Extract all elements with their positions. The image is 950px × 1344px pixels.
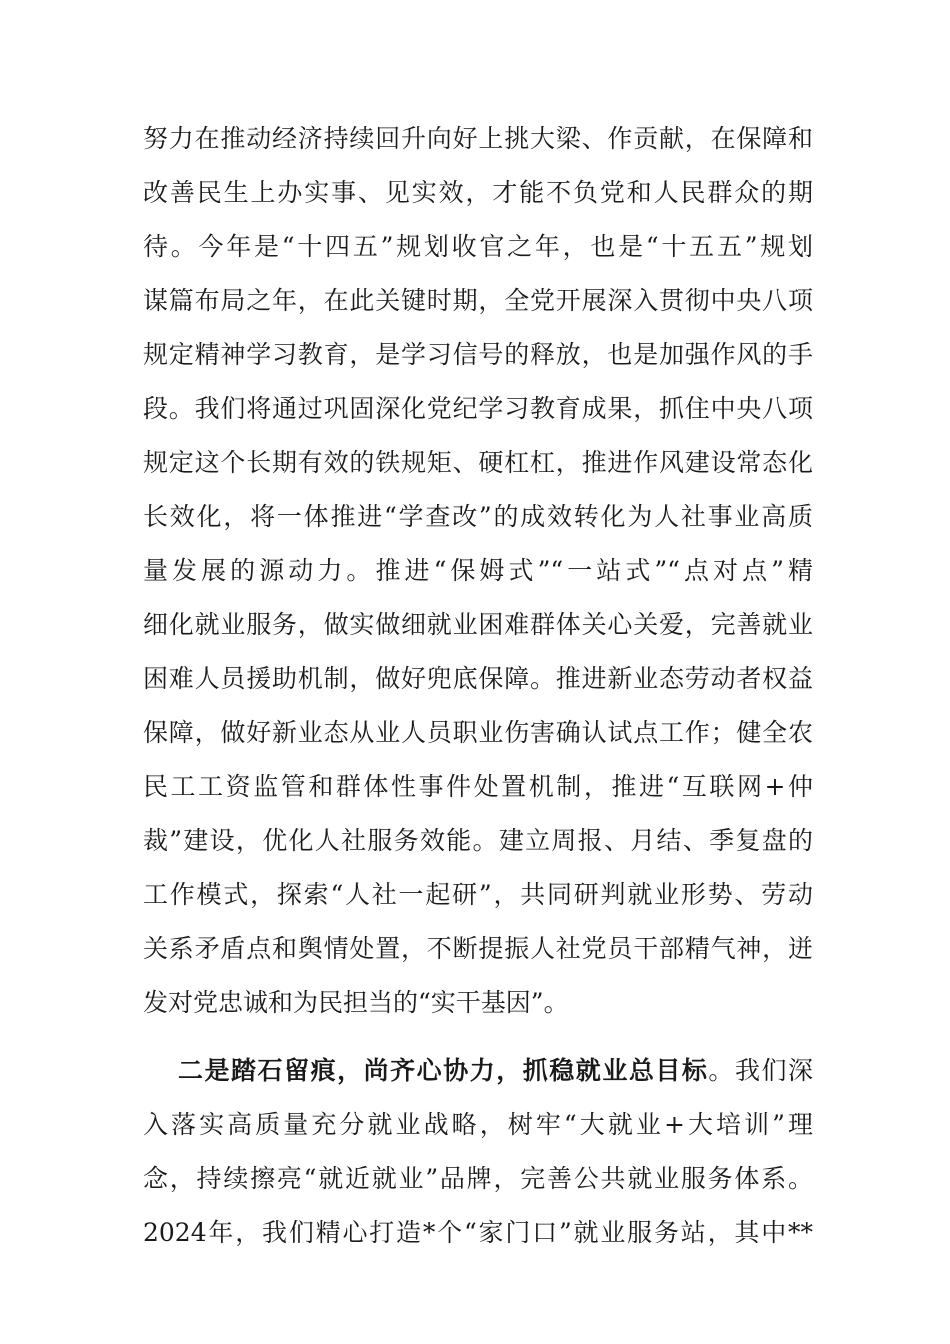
text-line: 入落实高质量充分就业战略，树牢“大就业+大培训”理 (143, 1110, 813, 1139)
text-line: 规定精神学习教育，是学习信号的释放，也是加强作风的手 (143, 340, 813, 369)
text-line: 长效化，将一体推进“学查改”的成效转化为人社事业高质 (143, 502, 813, 531)
text-line: 待。今年是“十四五”规划收官之年，也是“十五五”规划 (143, 232, 813, 261)
text-line: 困难人员援助机制，做好兜底保障。推进新业态劳动者权益 (143, 664, 813, 693)
paragraph-gap (143, 1030, 813, 1044)
text-line: 裁”建设，优化人社服务效能。建立周报、月结、季复盘的 (143, 826, 813, 855)
text-line: 发对党忠诚和为民担当的“实干基因”。 (143, 988, 569, 1017)
text-line: 保障，做好新业态从业人员职业伤害确认试点工作；健全农 (143, 718, 813, 747)
text-line: 量发展的源动力。推进“保姆式”“一站式”“点对点”精 (143, 556, 813, 585)
document-body (143, 112, 813, 1260)
paragraph-1 (143, 112, 813, 1030)
text-line: 民工工资监管和群体性事件处置机制，推进“互联网+仲 (143, 772, 813, 801)
text-line: 细化就业服务，做实做细就业困难群体关心关爱，完善就业 (143, 610, 813, 639)
text-line: 改善民生上办实事、见实效，才能不负党和人民群众的期 (143, 178, 813, 207)
heading-line (143, 1044, 813, 1098)
text-line: 谋篇布局之年，在此关键时期，全党开展深入贯彻中央八项 (143, 286, 813, 315)
text-line: 规定这个长期有效的铁规矩、硬杠杠，推进作风建设常态化 (143, 448, 813, 477)
heading-tail: 。我们深 (708, 1056, 813, 1085)
text-line: 关系矛盾点和舆情处置，不断提振人社党员干部精气神，迸 (143, 934, 813, 963)
paragraph-heading: 二是踏石留痕，尚齐心协力，抓稳就业总目标 (178, 1056, 709, 1085)
text-line: 段。我们将通过巩固深化党纪学习教育成果，抓住中央八项 (143, 394, 813, 423)
text-line: 努力在推动经济持续回升向好上挑大梁、作贡献，在保障和 (143, 124, 813, 153)
text-line: 2024年，我们精心打造*个“家门口”就业服务站，其中** (143, 1218, 813, 1247)
text-line: 工作模式，探索“人社一起研”，共同研判就业形势、劳动 (143, 880, 813, 909)
paragraph-2 (143, 1044, 813, 1260)
text-line: 念，持续擦亮“就近就业”品牌，完善公共就业服务体系。 (143, 1164, 813, 1193)
